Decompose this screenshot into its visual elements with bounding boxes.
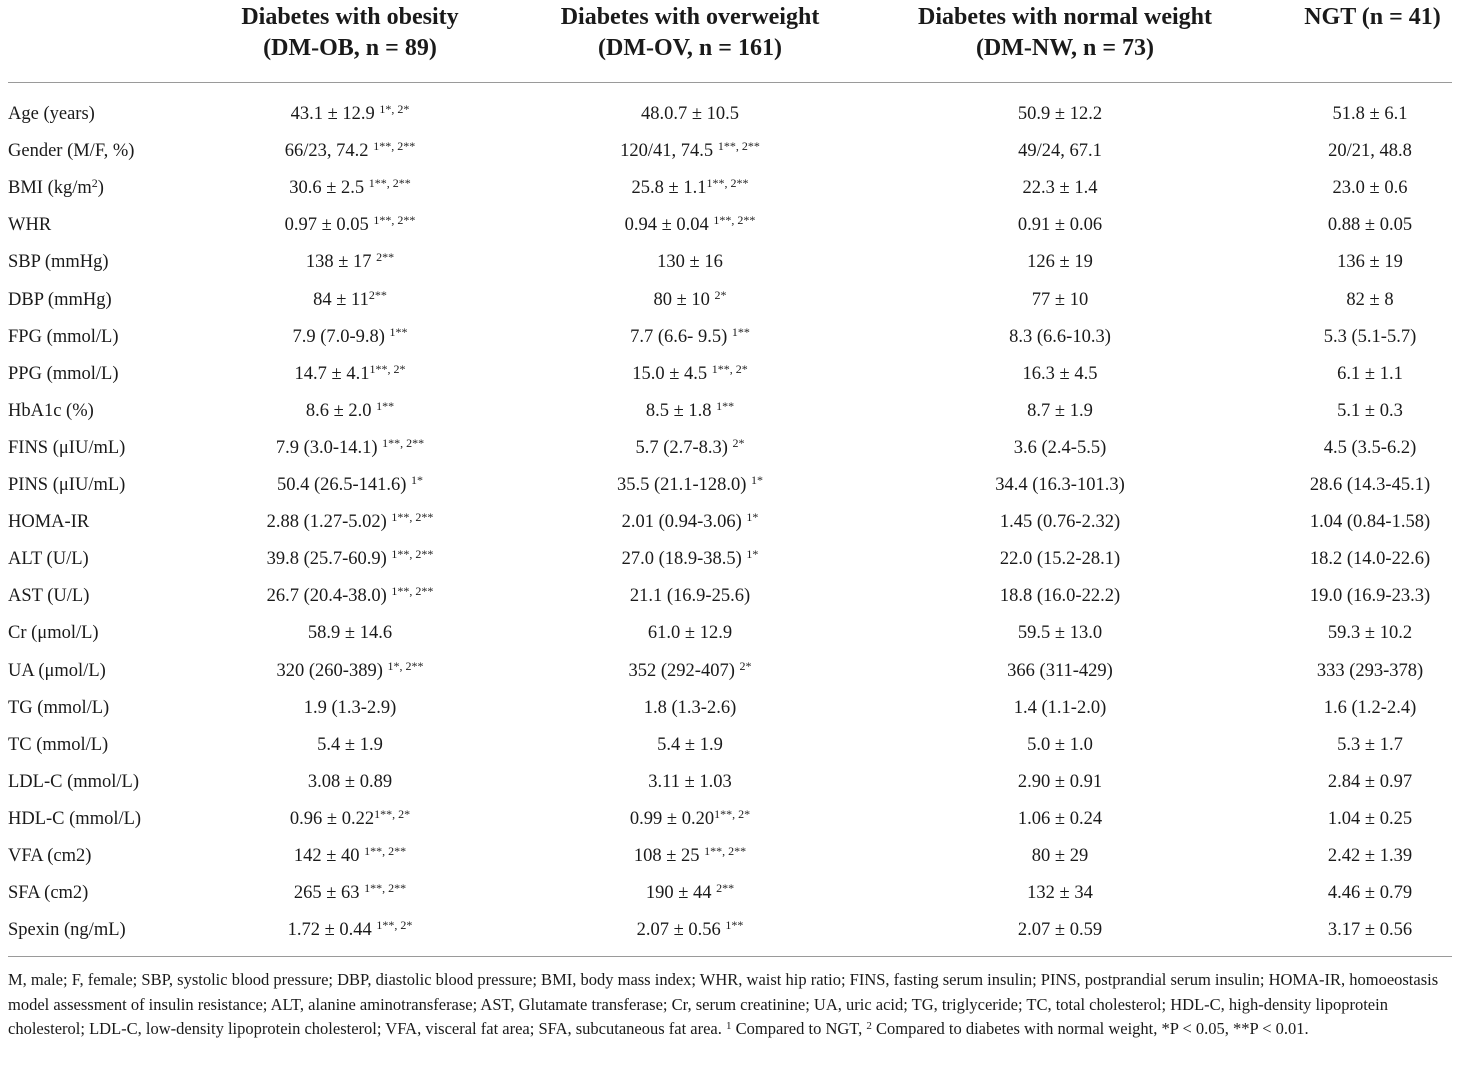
- cell-value: 34.4 (16.3-101.3): [995, 475, 1125, 495]
- significance-marker: 1**, 2**: [364, 844, 407, 858]
- row-label: [8, 282, 112, 319]
- table-cell: [1270, 393, 1460, 430]
- table-cell: [850, 764, 1270, 801]
- cell-value: 77 ± 10: [1031, 289, 1089, 310]
- table-row: [0, 430, 1460, 467]
- row-label-text: WHR: [8, 215, 52, 236]
- significance-marker: 1**, 2**: [704, 844, 747, 858]
- footnote-compared-ngt: Compared to NGT,: [731, 1019, 867, 1038]
- significance-marker: 1**, 2**: [391, 510, 434, 525]
- table-row: [0, 912, 1460, 949]
- row-label: [8, 207, 51, 244]
- table-cell: [480, 578, 900, 615]
- row-label-superscript: 2: [91, 176, 98, 191]
- table-row: [0, 356, 1460, 393]
- cell-value: 1.9 (1.3-2.9): [303, 697, 397, 718]
- row-label-text: PINS (μIU/mL): [8, 475, 126, 495]
- footnote-marker-2: 2: [866, 1020, 872, 1032]
- cell-value: 0.96 ± 0.22: [289, 808, 375, 829]
- cell-value: 0.91 ± 0.06: [1017, 215, 1103, 236]
- table-row: [0, 875, 1460, 912]
- row-label-text: TG (mmol/L): [8, 697, 110, 718]
- table-cell: [1270, 244, 1460, 281]
- cell-value: 66/23, 74.2: [284, 141, 374, 162]
- cell-value: 5.1 ± 0.3: [1337, 400, 1403, 421]
- table-cell: [850, 430, 1270, 467]
- significance-marker: 1**: [716, 398, 735, 413]
- cell-value: 5.3 (5.1-5.7): [1323, 326, 1417, 347]
- row-label: [8, 690, 109, 727]
- cell-value: 5.7 (2.7-8.3): [635, 437, 733, 458]
- table-cell: [480, 690, 900, 727]
- table-cell: [1270, 801, 1460, 838]
- table-cell: [480, 170, 900, 207]
- table-cell: [850, 504, 1270, 541]
- table-cell: [850, 467, 1270, 504]
- table-cell: [1270, 504, 1460, 541]
- header-dm-ov-line1: Diabetes with overweight: [560, 4, 820, 30]
- table-cell: [850, 875, 1270, 912]
- row-label: [8, 133, 134, 170]
- significance-marker: 1**: [731, 324, 750, 339]
- cell-value: 14.7 ± 4.1: [294, 363, 370, 384]
- row-label: [8, 467, 125, 504]
- cell-value: 28.6 (14.3-45.1): [1309, 475, 1431, 495]
- cell-value: 80 ± 10: [653, 289, 715, 310]
- table-cell: [850, 653, 1270, 690]
- significance-marker: 1**, 2*: [369, 361, 406, 376]
- row-label-text: FINS (μIU/mL): [8, 437, 126, 458]
- table-cell: [480, 875, 900, 912]
- row-label-text: FPG (mmol/L): [8, 326, 119, 347]
- cell-value: 126 ± 19: [1027, 252, 1093, 273]
- significance-marker: 1**, 2*: [376, 918, 413, 933]
- table-cell: [480, 319, 900, 356]
- cell-value: 50.4 (26.5-141.6): [276, 475, 412, 495]
- cell-value: 16.3 ± 4.5: [1022, 363, 1098, 384]
- cell-value: 8.6 ± 2.0: [305, 400, 377, 421]
- significance-marker: 1**, 2*: [711, 361, 748, 376]
- table-cell: [1270, 690, 1460, 727]
- header-dm-ob-line1: Diabetes with obesity: [241, 4, 459, 30]
- significance-marker: 1*: [746, 510, 759, 525]
- significance-marker: 2*: [714, 287, 727, 302]
- header-dm-ob: [200, 2, 500, 64]
- table-cell: [1270, 653, 1460, 690]
- significance-marker: 1**, 2**: [373, 213, 416, 228]
- row-label: [8, 244, 109, 281]
- table-row: [0, 653, 1460, 690]
- cell-value: 18.8 (16.0-22.2): [999, 586, 1121, 607]
- significance-marker: 2**: [716, 881, 735, 896]
- table-cell: [480, 727, 900, 764]
- cell-value: 8.5 ± 1.8: [645, 400, 717, 421]
- table-cell: [850, 912, 1270, 949]
- significance-marker: 1*: [746, 547, 759, 562]
- table-row: [0, 764, 1460, 801]
- row-label-suffix: ): [97, 178, 104, 199]
- table-cell: [850, 801, 1270, 838]
- table-cell: [480, 541, 900, 578]
- row-label-text: BMI (kg/m: [8, 178, 92, 199]
- cell-value: 1.72 ± 0.44: [287, 920, 377, 941]
- table-cell: [1270, 578, 1460, 615]
- cell-value: 80 ± 29: [1031, 846, 1089, 866]
- cell-value: 1.4 (1.1-2.0): [1013, 697, 1107, 718]
- table-cell: [480, 615, 900, 652]
- significance-marker: 1**, 2**: [391, 547, 434, 562]
- cell-value: 7.9 (7.0-9.8): [292, 326, 390, 347]
- cell-value: 108 ± 25: [633, 846, 705, 866]
- table-cell: [1270, 96, 1460, 133]
- cell-value: 7.7 (6.6- 9.5): [630, 326, 732, 347]
- cell-value: 2.90 ± 0.91: [1017, 771, 1103, 792]
- cell-value: 2.88 (1.27-5.02): [266, 512, 392, 533]
- table-cell: [1270, 615, 1460, 652]
- row-label-text: HbA1c (%): [8, 400, 94, 421]
- cell-value: 20/21, 48.8: [1328, 141, 1412, 162]
- row-label: [8, 578, 89, 615]
- cell-value: 320 (260-389): [276, 660, 388, 681]
- table-cell: [480, 207, 900, 244]
- table-cell: [1270, 133, 1460, 170]
- table-row: [0, 578, 1460, 615]
- cell-value: 22.3 ± 1.4: [1022, 178, 1098, 199]
- cell-value: 8.7 ± 1.9: [1027, 400, 1093, 421]
- cell-value: 43.1 ± 12.9: [290, 104, 380, 124]
- table-cell: [480, 467, 900, 504]
- significance-marker: 2*: [732, 435, 745, 450]
- cell-value: 333 (293-378): [1316, 660, 1424, 681]
- table-cell: [480, 430, 900, 467]
- footnote-marker-1: 1: [726, 1020, 732, 1032]
- table-cell: [480, 653, 900, 690]
- table-cell: [850, 207, 1270, 244]
- row-label: [8, 504, 89, 541]
- table-row: [0, 282, 1460, 319]
- row-label-text: ALT (U/L): [8, 549, 89, 570]
- table-cell: [1270, 467, 1460, 504]
- significance-marker: 2*: [739, 658, 752, 673]
- row-label-text: AST (U/L): [8, 586, 90, 607]
- cell-value: 84 ± 11: [313, 289, 369, 310]
- table-cell: [1270, 282, 1460, 319]
- table-cell: [850, 615, 1270, 652]
- table-row: [0, 96, 1460, 133]
- header-ngt-line1: NGT (n = 41): [1304, 4, 1441, 30]
- cell-value: 49/24, 67.1: [1018, 141, 1102, 162]
- row-label-text: VFA (cm2): [8, 846, 92, 866]
- cell-value: 352 (292-407): [628, 660, 740, 681]
- cell-value: 27.0 (18.9-38.5): [621, 549, 747, 570]
- table-cell: [480, 244, 900, 281]
- cell-value: 7.9 (3.0-14.1): [275, 437, 383, 458]
- header-ngt: [1285, 2, 1460, 33]
- cell-value: 15.0 ± 4.5: [632, 363, 712, 384]
- row-label: [8, 541, 89, 578]
- cell-value: 50.9 ± 12.2: [1017, 104, 1103, 124]
- significance-marker: 1**, 2**: [368, 176, 411, 191]
- row-label-text: DBP (mmHg): [8, 289, 112, 310]
- table-row: [0, 801, 1460, 838]
- significance-marker: 1**, 2**: [713, 213, 756, 228]
- cell-value: 48.0.7 ± 10.5: [640, 104, 740, 124]
- table-cell: [850, 393, 1270, 430]
- cell-value: 1.04 ± 0.25: [1327, 808, 1413, 829]
- significance-marker: 1**, 2**: [706, 176, 749, 191]
- table-cell: [850, 578, 1270, 615]
- row-label: [8, 875, 88, 912]
- significance-marker: 1**: [725, 918, 744, 933]
- table-cell: [1270, 838, 1460, 875]
- cell-value: 5.4 ± 1.9: [657, 734, 723, 755]
- cell-value: 3.08 ± 0.89: [307, 771, 393, 792]
- cell-value: 82 ± 8: [1346, 289, 1394, 310]
- cell-value: 18.2 (14.0-22.6): [1309, 549, 1431, 570]
- significance-marker: 1**, 2**: [364, 881, 407, 896]
- table-cell: [1270, 430, 1460, 467]
- row-label-text: SBP (mmHg): [8, 252, 109, 273]
- table-cell: [480, 838, 900, 875]
- significance-marker: 1**: [376, 398, 395, 413]
- cell-value: 2.07 ± 0.56: [636, 920, 726, 941]
- cell-value: 136 ± 19: [1337, 252, 1403, 273]
- table-cell: [850, 690, 1270, 727]
- table-row: [0, 727, 1460, 764]
- table-row: [0, 170, 1460, 207]
- significance-marker: 1**, 2*: [714, 806, 751, 821]
- table-cell: [1270, 727, 1460, 764]
- cell-value: 2.01 (0.94-3.06): [621, 512, 747, 533]
- row-label-text: Cr (μmol/L): [8, 623, 99, 644]
- table-cell: [850, 170, 1270, 207]
- row-label-text: TC (mmol/L): [8, 734, 109, 755]
- cell-value: 1.06 ± 0.24: [1017, 808, 1103, 829]
- header-dm-ov: [520, 2, 860, 64]
- table-row: [0, 615, 1460, 652]
- row-label: [8, 393, 94, 430]
- cell-value: 0.88 ± 0.05: [1327, 215, 1413, 236]
- row-label: [8, 801, 141, 838]
- cell-value: 132 ± 34: [1027, 883, 1093, 904]
- table-cell: [1270, 912, 1460, 949]
- cell-value: 3.17 ± 0.56: [1327, 920, 1413, 941]
- cell-value: 1.6 (1.2-2.4): [1323, 697, 1417, 718]
- cell-value: 35.5 (21.1-128.0): [616, 475, 752, 495]
- cell-value: 58.9 ± 14.6: [307, 623, 393, 644]
- cell-value: 190 ± 44: [645, 883, 717, 904]
- row-label: [8, 170, 104, 207]
- significance-marker: 1*, 2**: [387, 658, 424, 673]
- row-label: [8, 912, 126, 949]
- significance-marker: 1*: [411, 473, 424, 487]
- cell-value: 1.45 (0.76-2.32): [999, 512, 1121, 533]
- table-cell: [1270, 356, 1460, 393]
- table-cell: [480, 133, 900, 170]
- table-cell: [850, 133, 1270, 170]
- table-cell: [1270, 541, 1460, 578]
- significance-marker: 1*, 2*: [379, 102, 410, 116]
- cell-value: 4.5 (3.5-6.2): [1323, 437, 1417, 458]
- table-cell: [850, 838, 1270, 875]
- table-cell: [480, 504, 900, 541]
- row-label-text: UA (μmol/L): [8, 660, 106, 681]
- row-label-text: Age (years): [8, 104, 95, 124]
- header-divider: [8, 82, 1452, 83]
- table-cell: [480, 912, 900, 949]
- header-dm-nw-line1: Diabetes with normal weight: [918, 4, 1212, 30]
- cell-value: 59.5 ± 13.0: [1017, 623, 1103, 644]
- cell-value: 3.11 ± 1.03: [648, 771, 732, 792]
- table-row: [0, 393, 1460, 430]
- table-cell: [1270, 875, 1460, 912]
- cell-value: 21.1 (16.9-25.6): [629, 586, 751, 607]
- cell-value: 22.0 (15.2-28.1): [999, 549, 1121, 570]
- row-label: [8, 838, 91, 875]
- header-dm-nw-line2: (DM-NW, n = 73): [975, 35, 1155, 61]
- row-label: [8, 727, 108, 764]
- table-cell: [480, 393, 900, 430]
- table-cell: [850, 244, 1270, 281]
- row-label-text: PPG (mmol/L): [8, 363, 119, 384]
- table-cell: [480, 801, 900, 838]
- table-row: [0, 133, 1460, 170]
- cell-value: 2.42 ± 1.39: [1327, 846, 1413, 866]
- row-label: [8, 764, 139, 801]
- footer-divider: [8, 956, 1452, 957]
- cell-value: 0.99 ± 0.20: [629, 808, 715, 829]
- row-label-text: SFA (cm2): [8, 883, 89, 904]
- table-row: [0, 690, 1460, 727]
- cell-value: 3.6 (2.4-5.5): [1013, 437, 1107, 458]
- cell-value: 23.0 ± 0.6: [1332, 178, 1408, 199]
- cell-value: 138 ± 17: [305, 252, 377, 273]
- significance-marker: 1**: [389, 324, 408, 339]
- row-label-text: HOMA-IR: [8, 512, 90, 533]
- significance-marker: 1**, 2**: [717, 139, 760, 154]
- row-label: [8, 615, 99, 652]
- table-cell: [850, 319, 1270, 356]
- table-header: [0, 2, 1460, 74]
- cell-value: 5.0 ± 1.0: [1027, 734, 1093, 755]
- header-dm-ob-line2: (DM-OB, n = 89): [263, 35, 437, 61]
- cell-value: 4.46 ± 0.79: [1327, 883, 1413, 904]
- table-cell: [1270, 170, 1460, 207]
- table-cell: [480, 282, 900, 319]
- cell-value: 2.07 ± 0.59: [1017, 920, 1103, 941]
- footnote-compared-nw: Compared to diabetes with normal weight, *P < 0.05, **P < 0.01.: [871, 1019, 1309, 1038]
- cell-value: 0.97 ± 0.05: [284, 215, 374, 236]
- cell-value: 5.3 ± 1.7: [1337, 734, 1403, 755]
- cell-value: 0.94 ± 0.04: [624, 215, 714, 236]
- table-cell: [850, 282, 1270, 319]
- table-row: [0, 244, 1460, 281]
- significance-marker: 1*: [751, 473, 764, 487]
- table-row: [0, 504, 1460, 541]
- significance-marker: 1**, 2**: [373, 139, 416, 154]
- significance-marker: 1**, 2**: [391, 584, 434, 599]
- row-label: [8, 430, 125, 467]
- footnote-abbreviations: M, male; F, female; SBP, systolic blood pressure; DBP, diastolic blood pressure; BMI, body mass index; WHR, waist hip ratio; FINS, fasting serum insulin; PINS, postprandial serum insulin; HOMA-IR, homoeostasis model assessment of insulin resistance; ALT, alanine aminotransferase; AST, Glutamate transferase; Cr, serum creatinine; UA, uric acid; TG, triglyceride; TC, total cholesterol; HDL-C, high-density lipoprotein cholesterol; LDL-C, low-density lipoprotein cholesterol; VFA, visceral fat area; SFA, subcutaneous fat area.: [8, 970, 1439, 1038]
- cell-value: 1.8 (1.3-2.6): [643, 697, 737, 718]
- header-dm-nw: [880, 2, 1250, 64]
- table-row: [0, 319, 1460, 356]
- table-cell: [850, 96, 1270, 133]
- significance-marker: 2**: [368, 287, 387, 302]
- table-cell: [1270, 764, 1460, 801]
- significance-marker: 1**, 2*: [374, 806, 411, 821]
- row-label: [8, 96, 95, 133]
- table-cell: [480, 764, 900, 801]
- cell-value: 366 (311-429): [1007, 660, 1113, 681]
- header-dm-ov-line2: (DM-OV, n = 161): [598, 35, 782, 61]
- cell-value: 26.7 (20.4-38.0): [266, 586, 392, 607]
- cell-value: 8.3 (6.6-10.3): [1009, 326, 1111, 347]
- cell-value: 61.0 ± 12.9: [647, 623, 733, 644]
- table-row: [0, 467, 1460, 504]
- significance-marker: 2**: [376, 250, 395, 265]
- table-cell: [1270, 207, 1460, 244]
- row-label-text: HDL-C (mmol/L): [8, 808, 142, 829]
- significance-marker: 1**, 2**: [382, 435, 425, 450]
- cell-value: 130 ± 16: [657, 252, 723, 273]
- row-label-text: Gender (M/F, %): [8, 141, 135, 162]
- table-row: [0, 838, 1460, 875]
- row-label-text: LDL-C (mmol/L): [8, 771, 140, 792]
- table-row: [0, 541, 1460, 578]
- cell-value: 59.3 ± 10.2: [1327, 623, 1413, 644]
- table-cell: [850, 727, 1270, 764]
- table-cell: [1270, 319, 1460, 356]
- cell-value: 6.1 ± 1.1: [1337, 363, 1403, 384]
- cell-value: 265 ± 63: [293, 883, 365, 904]
- table-cell: [850, 541, 1270, 578]
- cell-value: 25.8 ± 1.1: [631, 178, 707, 199]
- cell-value: 5.4 ± 1.9: [317, 734, 383, 755]
- cell-value: 39.8 (25.7-60.9): [266, 549, 392, 570]
- cell-value: 51.8 ± 6.1: [1332, 104, 1408, 124]
- cell-value: 2.84 ± 0.97: [1327, 771, 1413, 792]
- table-row: [0, 207, 1460, 244]
- row-label-text: Spexin (ng/mL): [8, 920, 126, 941]
- row-label: [8, 356, 119, 393]
- table-cell: [480, 96, 900, 133]
- cell-value: 1.04 (0.84-1.58): [1309, 512, 1431, 533]
- table-footnote: [8, 968, 1452, 1042]
- row-label: [8, 653, 106, 690]
- table-cell: [480, 356, 900, 393]
- table-cell: [850, 356, 1270, 393]
- cell-value: 30.6 ± 2.5: [289, 178, 369, 199]
- cell-value: 142 ± 40: [293, 846, 365, 866]
- cell-value: 19.0 (16.9-23.3): [1309, 586, 1431, 607]
- row-label: [8, 319, 119, 356]
- cell-value: 120/41, 74.5: [620, 141, 718, 162]
